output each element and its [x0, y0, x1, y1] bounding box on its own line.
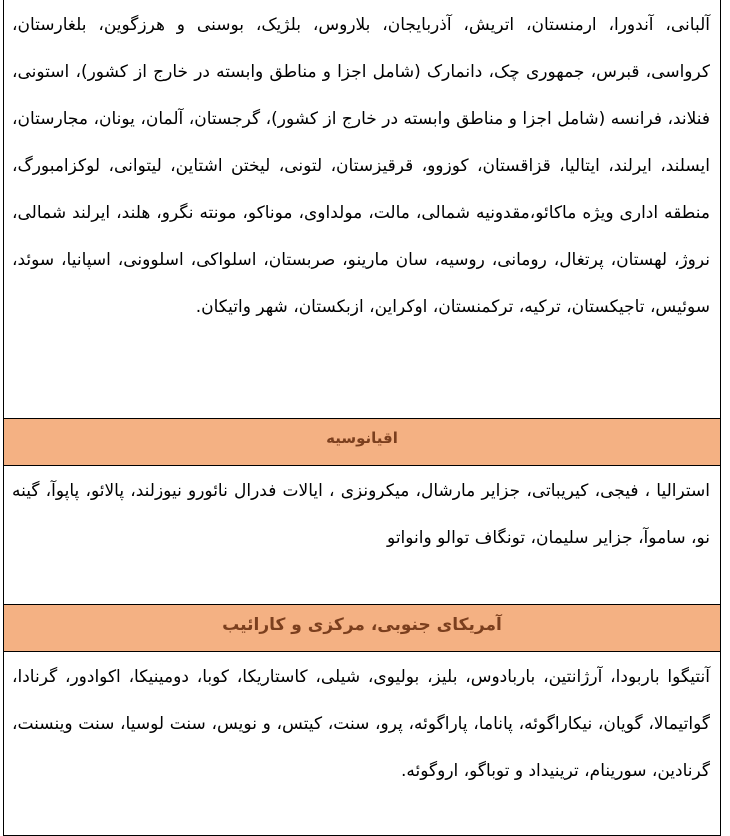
- americas-header: آمریکای جنوبی، مرکزی و کارائیب: [4, 604, 720, 651]
- oceania-countries-cell: استرالیا ، فیجی، کیریباتی، جزایر مارشال، میکرونزی ، ایالات فدرال نائورو نیوزلند، پالائو، پاپوآ، گینه نو، ساموآ، جزایر سلیمان، تونگاف توالو وانواتو: [4, 465, 720, 604]
- europe-countries-cell: آلبانی، آندورا، ارمنستان، اتریش، آذربایجان، بلاروس، بلژیک، بوسنی و هرزگوین، بلغارستان، کرواسی، قبرس، جمهوری چک، دانمارک (شامل اجزا و مناطق وابسته در خارج از کشور)، استونی، فنلاند، فرانسه (شامل اجزا و مناطق وابسته در خارج از کشور)، گرجستان، آلمان، یونان، مجارستان، ایسلند، ایرلند، ایتالیا، قزاقستان، کوزوو، قرقیزستان، لتونی، لیختن اشتاین، لیتوانی، لوکزامبورگ، منطقه اداری ویژه ماکائو،مقدونیه شمالی، مالت، مولداوی، موناکو، مونته نگرو، هلند، ایرلند شمالی، نروژ، لهستان، پرتغال، رومانی، روسیه، سان مارینو، صربستان، اسلواکی، اسلوونی، اسپانیا، سوئد، سوئیس، تاجیکستان، ترکیه، ترکمنستان، اوکراین، ازبکستان، شهر واتیکان.: [12, 15, 710, 317]
- countries-table: [3, 0, 721, 836]
- oceania-header: اقیانوسیه: [4, 418, 720, 465]
- americas-countries-cell: آنتیگوا باربودا، آرژانتین، باربادوس، بلیز، بولیوی، شیلی، کاستاریکا، کوبا، دومینیکا، اکوادور، گرنادا، گواتیمالا، گویان، نیکاراگوئه، پاناما، پاراگوئه، پرو، سنت، کیتس، و نویس، سنت لوسیا، سنت وینسنت، گرنادین، سورینام، ترینیداد و توباگو، اروگوئه.: [4, 651, 720, 835]
